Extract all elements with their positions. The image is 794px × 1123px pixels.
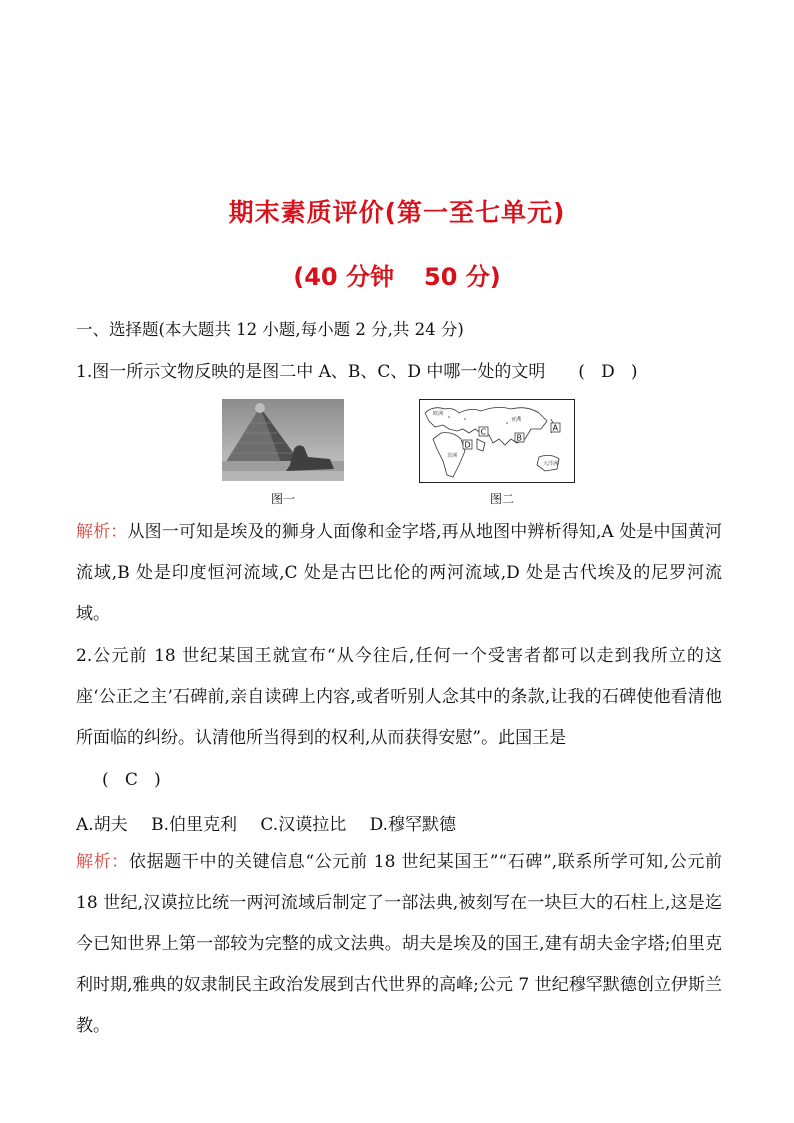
- map-label-d: D: [464, 440, 471, 450]
- time-limit: (40 分钟: [293, 263, 394, 291]
- map-label-a: A: [552, 423, 558, 433]
- page-subtitle: [0, 257, 794, 292]
- svg-text:亚洲: 亚洲: [511, 417, 522, 423]
- q2-analysis: [76, 842, 722, 1047]
- map-label-b: B: [516, 433, 522, 443]
- section-heading: 一、选择题(本大题共 12 小题,每小题 2 分,共 24 分): [76, 320, 464, 339]
- total-score: 50 分): [424, 263, 501, 291]
- q2-options: [76, 810, 474, 835]
- option-c: C.汉谟拉比: [260, 815, 347, 835]
- figure-1-photo: [222, 399, 344, 481]
- page-title: 期末素质评价(第一至七单元): [228, 198, 566, 227]
- option-a: A.胡夫: [76, 815, 128, 835]
- q1-stem-text: 1.图一所示文物反映的是图二中 A、B、C、D 中哪一处的文明: [76, 362, 546, 382]
- option-b: B.伯里克利: [151, 815, 237, 835]
- q2-answer: ( C ): [102, 770, 161, 790]
- q1-answer: ( D ): [578, 362, 638, 382]
- q2-stem: [76, 636, 722, 759]
- map-label-c: C: [480, 427, 487, 437]
- figure-2-caption: 图二: [490, 492, 515, 506]
- q2-analysis-label: 解析：: [76, 852, 129, 872]
- svg-text:大洋洲: 大洋洲: [543, 461, 559, 467]
- q1-analysis: [76, 512, 722, 635]
- q1-analysis-label: 解析：: [76, 522, 128, 542]
- figure-1-caption: 图一: [271, 492, 296, 506]
- q1-analysis-text: 从图一可知是埃及的狮身人面像和金字塔,再从地图中辨析得知,A 处是中国黄河流域,B 处是印度恒河流域,C 处是古巴比伦的两河流域,D 处是古代埃及的尼罗河流域。: [76, 522, 722, 624]
- figure-2-map: [419, 399, 575, 483]
- q2-analysis-text: 依据题干中的关键信息“公元前 18 世纪某国王”“石碑”,联系所学可知,公元前 18 世纪,汉谟拉比统一两河流域后制定了一部法典,被刻写在一块巨大的石柱上,这是迄今已知世界上第一部较为完整的成文法典。胡夫是埃及的国王,建有胡夫金字塔;伯里克利时期,雅典的奴隶制民主政治发展到古代世界的高峰;公元 7 世纪穆罕默德创立伊斯兰教。: [76, 852, 723, 1036]
- svg-text:非洲: 非洲: [447, 453, 458, 459]
- q1-stem: [76, 357, 722, 382]
- q2-stem-text: 2.公元前 18 世纪某国王就宣布“从今往后,任何一个受害者都可以走到我所立的这座‘公正之主’石碑前,亲自读碑上内容,或者听别人念其中的条款,让我的石碑使他看清他所面临的纠纷。认清他所当得到的权利,从而获得安慰”。此国王是: [76, 646, 722, 748]
- option-d: D.穆罕默德: [369, 815, 457, 835]
- svg-text:欧洲: 欧洲: [433, 411, 444, 417]
